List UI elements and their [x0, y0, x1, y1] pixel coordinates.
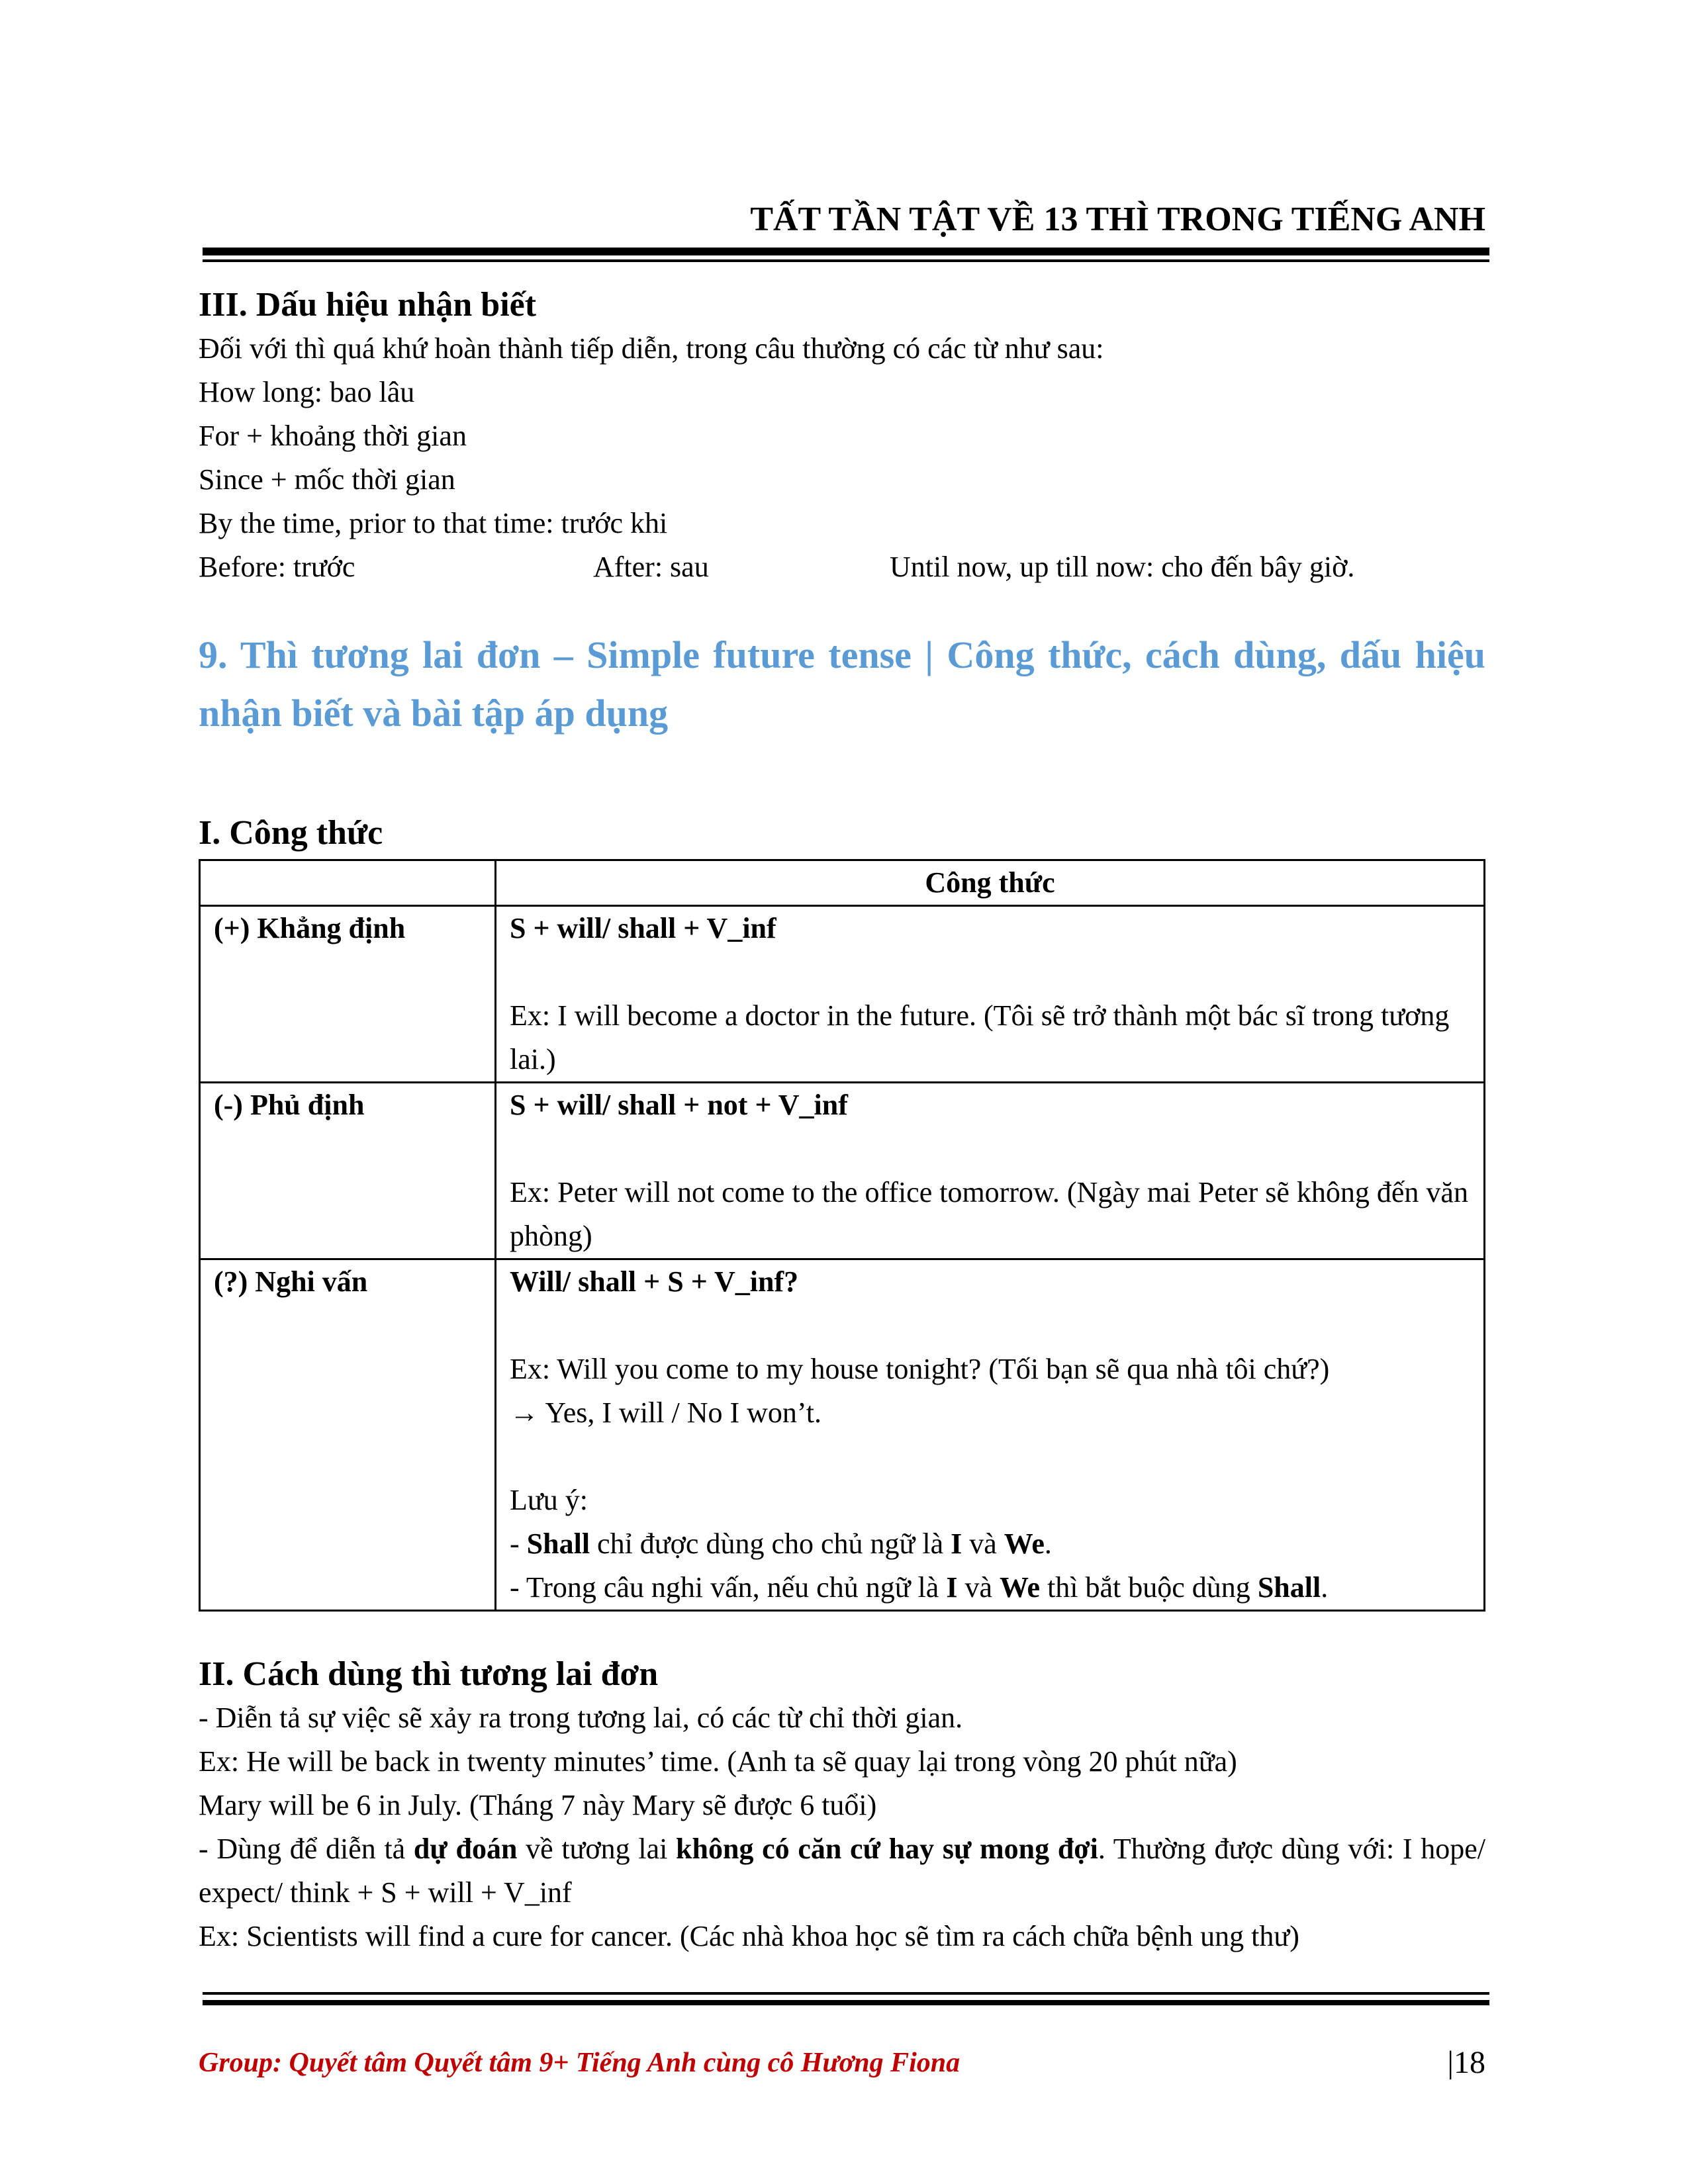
negative-cell	[496, 1083, 1485, 1259]
footer-rule-thick	[203, 2000, 1489, 2005]
question-cell	[496, 1259, 1485, 1611]
affirmative-cell	[496, 906, 1485, 1083]
formula-table	[199, 859, 1485, 1612]
usage-line: Mary will be 6 in July. (Tháng 7 này Mary sẽ được 6 tuổi)	[199, 1789, 877, 1821]
note-title: Lưu ý:	[510, 1484, 588, 1516]
note-shall-usage: - Shall chỉ được dùng cho chủ ngữ là I và We.	[510, 1527, 1052, 1560]
signs-heading: III. Dấu hiệu nhận biết	[199, 286, 537, 324]
question-formula: Will/ shall + S + V_inf?	[510, 1265, 799, 1298]
affirmative-label: (+) Khẳng định	[200, 906, 496, 1083]
usage-line: Ex: Scientists will find a cure for cancer. (Các nhà khoa học sẽ tìm ra cách chữa bệnh ung thư)	[199, 1920, 1299, 1952]
table-header-empty	[200, 860, 496, 906]
usage-prediction: - Dùng để diễn tả dự đoán về tương lai không có căn cứ hay sự mong đợi. Thường được dùng với: I hope/ expect/ think + S + will + V_inf	[199, 1833, 1485, 1909]
tense-title: 9. Thì tương lai đơn – Simple future tense | Công thức, cách dùng, dấu hiệu nhận biết và bài tập áp dụng	[199, 633, 1485, 735]
negative-formula: S + will/ shall + not + V_inf	[510, 1089, 848, 1121]
page-content	[199, 283, 1485, 1958]
affirmative-formula: S + will/ shall + V_inf	[510, 912, 776, 944]
usage-line: - Diễn tả sự việc sẽ xảy ra trong tương lai, có các từ chỉ thời gian.	[199, 1702, 963, 1734]
sign-after: After: sau	[593, 551, 709, 583]
table-row	[200, 906, 1485, 1083]
usage-line: Ex: He will be back in twenty minutes’ time. (Anh ta sẽ quay lại trong vòng 20 phút nữa)	[199, 1745, 1237, 1778]
question-example: Ex: Will you come to my house tonight? (Tối bạn sẽ qua nhà tôi chứ?)	[510, 1353, 1330, 1385]
header-rule-thick	[203, 248, 1489, 255]
affirmative-example: Ex: I will become a doctor in the future. (Tôi sẽ trở thành một bác sĩ trong tương lai.)	[510, 999, 1450, 1075]
table-header-formula: Công thức	[496, 860, 1485, 906]
formula-heading: I. Công thức	[199, 814, 383, 852]
signs-row	[199, 545, 1485, 589]
signs-line: Since + mốc thời gian	[199, 463, 455, 496]
footer-page-number: |18	[1447, 2045, 1485, 2080]
sign-before: Before: trước	[199, 551, 355, 583]
negative-label: (-) Phủ định	[200, 1083, 496, 1259]
signs-line: For + khoảng thời gian	[199, 420, 467, 452]
page-header-title: TẤT TẦN TẬT VỀ 13 THÌ TRONG TIẾNG ANH	[750, 201, 1485, 238]
table-row	[200, 860, 1485, 906]
signs-line: How long: bao lâu	[199, 376, 415, 408]
question-answer: → Yes, I will / No I won’t.	[510, 1396, 822, 1429]
footer-group-name: Group: Quyết tâm Quyết tâm 9+ Tiếng Anh cùng cô Hương Fiona	[199, 2048, 961, 2078]
question-label: (?) Nghi vấn	[200, 1259, 496, 1611]
note-shall-question: - Trong câu nghi vấn, nếu chủ ngữ là I và We thì bắt buộc dùng Shall.	[510, 1571, 1329, 1604]
sign-until-now: Until now, up till now: cho đến bây giờ.	[890, 551, 1355, 583]
header-rule-thin	[203, 259, 1489, 262]
usage-heading: II. Cách dùng thì tương lai đơn	[199, 1655, 659, 1693]
signs-intro: Đối với thì quá khứ hoàn thành tiếp diễn, trong câu thường có các từ như sau:	[199, 332, 1104, 365]
signs-line: By the time, prior to that time: trước khi	[199, 507, 668, 539]
page-footer	[199, 2040, 1485, 2086]
footer-rule-thin	[203, 1992, 1489, 1995]
table-row	[200, 1083, 1485, 1259]
table-row	[200, 1259, 1485, 1611]
negative-example: Ex: Peter will not come to the office tomorrow. (Ngày mai Peter sẽ không đến văn phòng)	[510, 1176, 1468, 1252]
